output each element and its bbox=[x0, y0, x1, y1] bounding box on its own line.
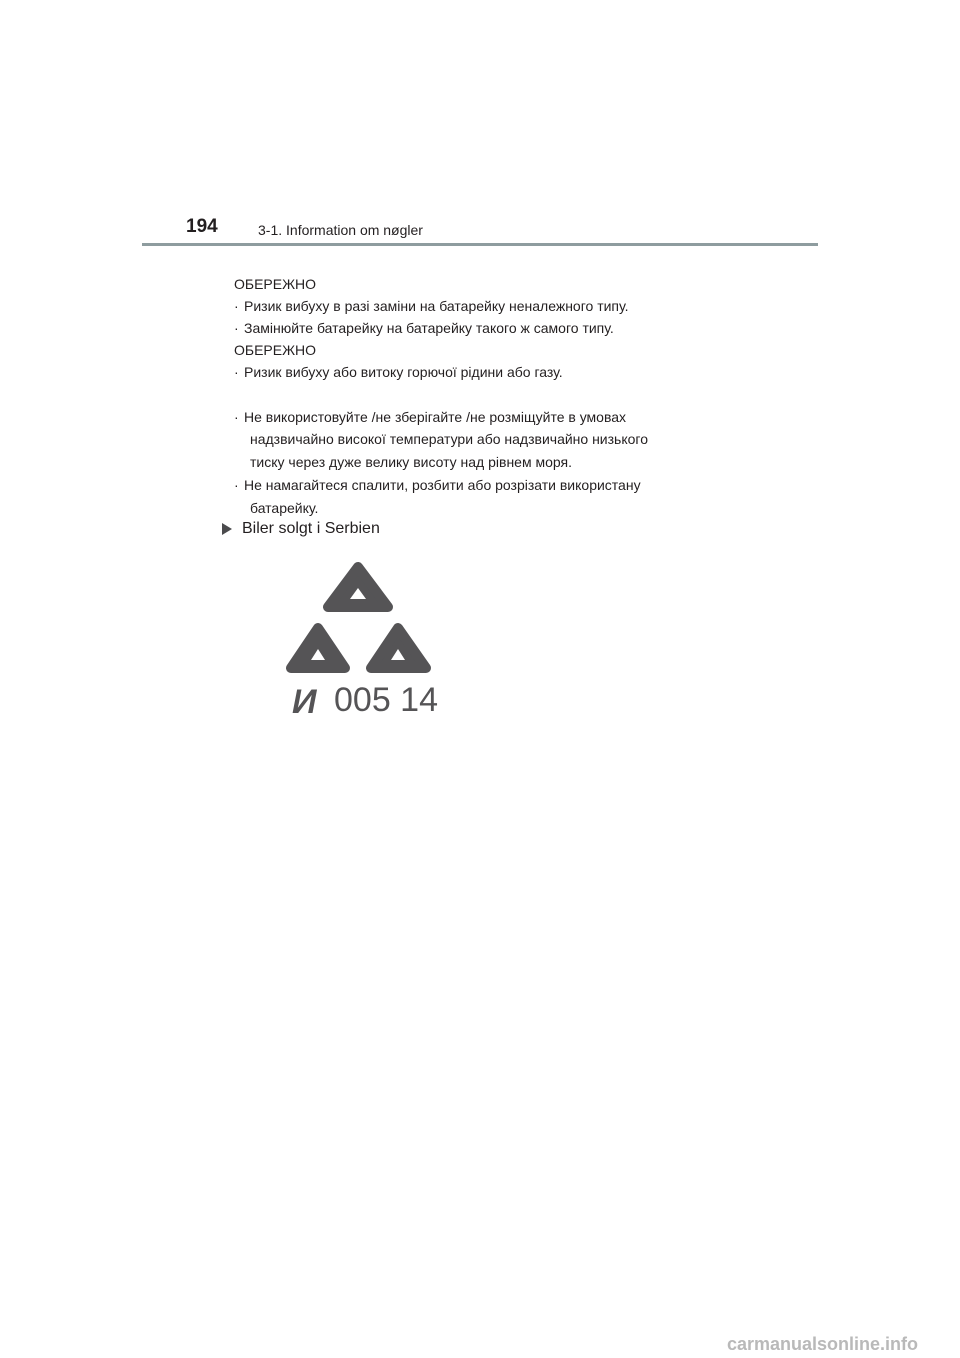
bullet-dot: · bbox=[234, 477, 239, 493]
bullet-dot: · bbox=[234, 409, 239, 425]
subsection-heading bbox=[222, 520, 380, 538]
list-item-text: Ризик вибуху або витоку горючої рідини або газу. bbox=[244, 364, 563, 380]
section-title: 3-1. Information om nøgler bbox=[258, 222, 423, 238]
certification-letter: И bbox=[292, 683, 317, 721]
list-item bbox=[234, 320, 614, 336]
watermark: carmanualsonline.info bbox=[727, 1334, 919, 1354]
triangle-right-icon bbox=[222, 523, 232, 535]
list-item-text: Не використовуйте /не зберігайте /не розміщуйте в умовах bbox=[244, 409, 627, 425]
list-item-continuation: надзвичайно високої температури або надзвичайно низького bbox=[250, 431, 648, 447]
page-number: 194 bbox=[186, 216, 218, 237]
list-item bbox=[234, 298, 629, 314]
bullet-dot: · bbox=[234, 364, 239, 380]
list-item-continuation: батарейку. bbox=[250, 500, 319, 516]
list-item bbox=[234, 409, 626, 425]
certification-code: 005 14 bbox=[334, 681, 438, 719]
list-item bbox=[234, 364, 563, 380]
list-item bbox=[234, 477, 641, 493]
list-item-text: Ризик вибуху в разі заміни на батарейку неналежного типу. bbox=[244, 298, 629, 314]
list-item-text: Не намагайтеся спалити, розбити або розрізати використану bbox=[244, 477, 641, 493]
list-item-text: Замінюйте батарейку на батарейку такого ж самого типу. bbox=[244, 320, 614, 336]
certification-mark-icon bbox=[280, 555, 440, 680]
caution-heading: ОБЕРЕЖНО bbox=[234, 342, 317, 358]
bullet-dot: · bbox=[234, 298, 239, 314]
bullet-dot: · bbox=[234, 320, 239, 336]
subsection-label: Biler solgt i Serbien bbox=[242, 520, 380, 537]
header-divider bbox=[142, 243, 818, 246]
list-item-continuation: тиску через дуже велику висоту над рівнем моря. bbox=[250, 454, 572, 470]
caution-heading: ОБЕРЕЖНО bbox=[234, 276, 317, 292]
